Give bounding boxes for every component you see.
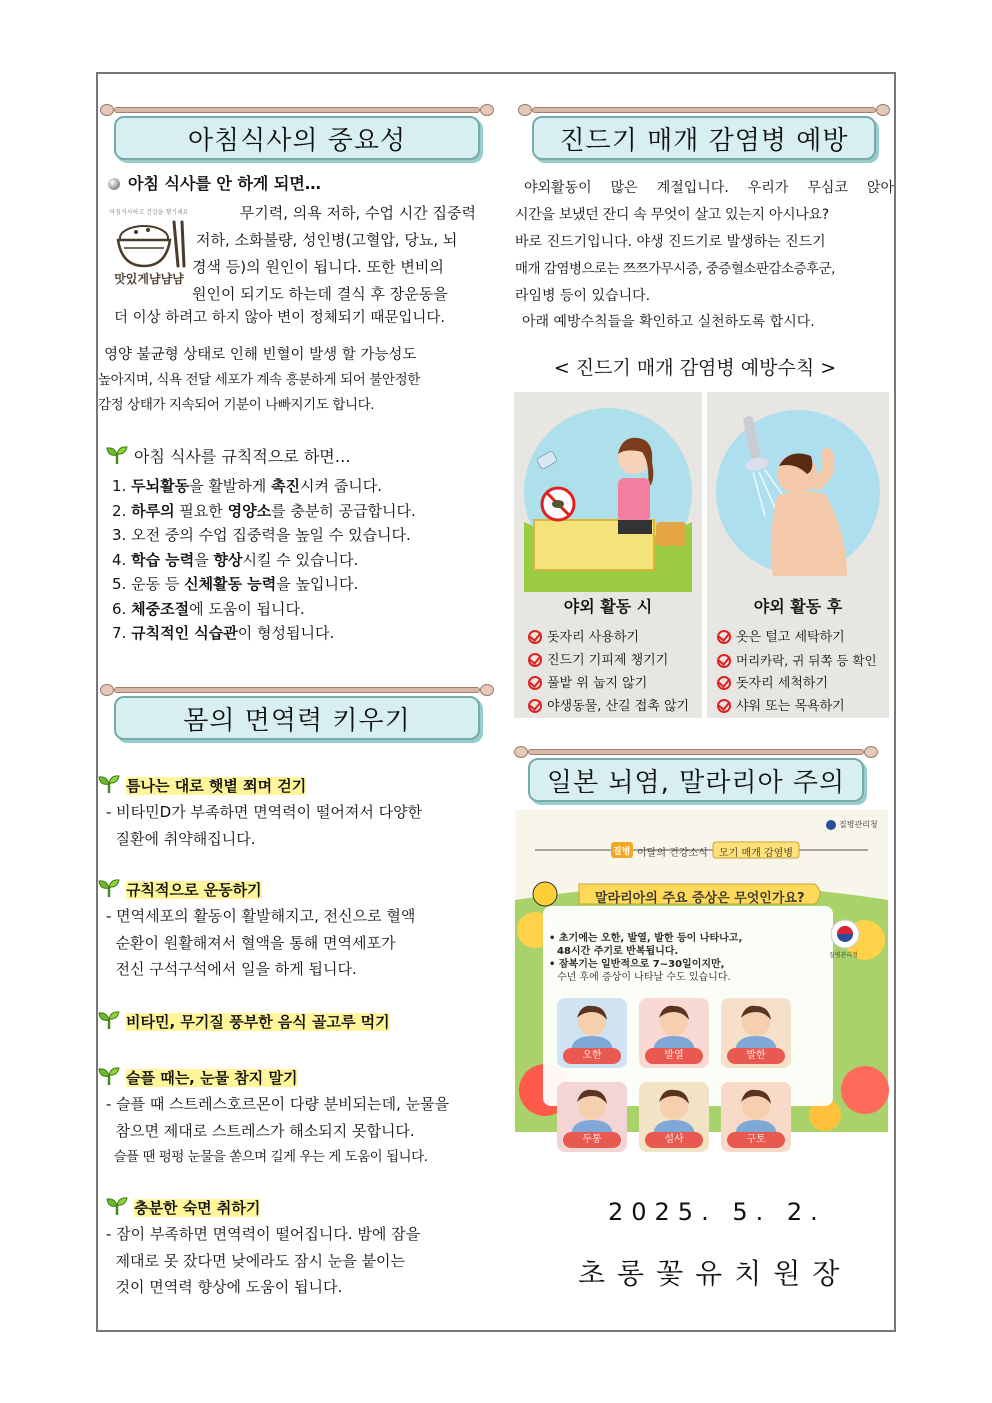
panel1-item: 야생동물, 산길 접촉 않기 (528, 695, 689, 718)
sprout-icon (98, 774, 120, 794)
sprout-icon (106, 445, 128, 465)
immunity-item-line: 참으면 제대로 스트레스가 해소되지 못합니다. (106, 1121, 415, 1140)
list-b2: 향상 (213, 550, 243, 569)
list-mid: 필요한 (174, 501, 228, 520)
symptom-card (557, 1082, 627, 1152)
list-pre: 오전 중의 수업 집중력을 높일 수 있습니다. (131, 526, 411, 544)
tick-banner (518, 104, 890, 160)
breakfast-p2-line2: 높아지며, 식욕 전달 세포가 계속 흥분하게 되어 불안정한 (98, 372, 420, 388)
breakfast-p2-line3: 감정 상태가 지속되어 기분이 나빠지기도 합니다. (98, 397, 375, 413)
signature: 초롱꽃유치원장 (578, 1257, 852, 1290)
list-post: 을 높입니다. (276, 575, 359, 593)
immunity-item-line: - 면역세포의 활동이 활발해지고, 전신으로 혈액 (106, 907, 416, 925)
immunity-item-heading (98, 1010, 390, 1035)
issue-date: 2025. 5. 2. (608, 1198, 826, 1226)
list-mid: 을 (194, 550, 214, 569)
immunity-item-line: 질환에 취약해집니다. (106, 829, 256, 848)
panel2-item: 옷은 털고 세탁하기 (717, 626, 877, 649)
breakfast-p1-line4: 원인이 되기도 하는데 결식 후 장운동을 (192, 285, 448, 303)
list-b1: 체중조절 (131, 599, 190, 618)
symptom-label: 두통 (563, 1132, 621, 1148)
breakfast-list-item (112, 597, 305, 622)
tick-p-line6: 아래 예방수칙들을 확인하고 실천하도록 합시다. (522, 314, 815, 330)
immunity-item-heading (98, 878, 262, 903)
tick-rules-title: < 진드기 매개 감염병 예방수칙 > (553, 357, 837, 379)
symptom-label: 오한 (563, 1048, 621, 1064)
panel2-item: 머리카락, 귀 뒤쪽 등 확인 (717, 649, 877, 672)
list-post: 시킬 수 있습니다. (242, 550, 359, 569)
breakfast-p1-line3: 경색 등)의 원인이 됩니다. 또한 변비의 (192, 258, 444, 276)
poster-seal-label: 질병관리청 (829, 952, 858, 959)
symptom-person-icon (557, 998, 627, 1050)
immunity-item-line: - 비타민D가 부족하면 면역력이 떨어져서 다양한 (106, 803, 423, 821)
symptom-label: 발한 (727, 1048, 785, 1064)
breakfast-p2-line1: 영양 불균형 상태로 인해 빈혈이 발생 할 가능성도 (104, 347, 417, 363)
panel1-list (528, 626, 689, 718)
immunity-banner (100, 684, 494, 740)
svg-text:아침식사하고 건강을 챙기세요: 아침식사하고 건강을 챙기세요 (109, 209, 189, 216)
malaria-poster (515, 810, 888, 1145)
poster-question: 말라리아의 주요 증상은 무엇인가요? (595, 891, 805, 906)
check-icon (528, 699, 542, 713)
malaria-title: 일본 뇌염, 말라리아 주의 (528, 758, 864, 802)
breakfast-list-item (112, 499, 416, 524)
panel2-list (717, 626, 877, 718)
immunity-heading-text: 규칙적으로 운동하기 (126, 881, 262, 899)
symptom-person-icon (639, 998, 709, 1050)
list-n: 7. (112, 624, 127, 642)
list-mid: 을 활발하게 (189, 477, 272, 495)
list-n: 6. (112, 599, 127, 618)
list-n: 2. (112, 501, 127, 520)
list-b1: 학습 능력 (131, 550, 195, 569)
panel1-item: 풀밭 위 눕지 않기 (528, 672, 689, 695)
symptom-label: 구토 (727, 1132, 785, 1148)
panel1-item: 진드기 기피제 챙기기 (528, 649, 689, 672)
panel2-item: 돗자리 세척하기 (717, 672, 877, 695)
sprout-icon (98, 1066, 120, 1086)
tick-p-line2: 시간을 보냈던 잔디 속 무엇이 살고 있는지 아시나요? (515, 207, 829, 223)
list-post: 시켜 줍니다. (300, 477, 383, 495)
tick-p-line1: 야외활동이 많은 계절입니다. 우리가 무심코 앉아 (524, 180, 894, 196)
list-n: 3. (112, 526, 127, 544)
symptom-person-icon (639, 1082, 709, 1134)
immunity-item-line: - 슬플 때 스트레스호르몬이 다량 분비되는데, 눈물을 (106, 1095, 450, 1113)
breakfast-p1-line2: 저하, 소화불량, 성인병(고혈압, 당뇨, 뇌 (196, 231, 458, 249)
tick-panel-after (707, 392, 889, 718)
immunity-item-line: 슬플 땐 펑펑 눈물을 쏟으며 길게 우는 게 도움이 됩니다. (106, 1149, 428, 1165)
breakfast-sub2: 아침 식사를 규칙적으로 하면… (106, 445, 351, 470)
immunity-item-heading (98, 774, 306, 799)
symptom-person-icon (721, 1082, 791, 1134)
immunity-item-heading (98, 1066, 298, 1091)
panel2-heading: 야외 활동 후 (753, 597, 843, 616)
poster-tag1: 질병 (613, 847, 631, 857)
breakfast-p1-last: 더 이상 하려고 하지 않아 변이 정체되기 때문입니다. (114, 310, 446, 326)
logo-text: 맛있게냠냠냠 (114, 272, 184, 286)
symptom-card (639, 998, 709, 1068)
list-n: 1. (112, 477, 127, 495)
rice-bowl-logo (104, 204, 194, 288)
poster-agency: 질병관리청 (839, 820, 878, 829)
check-icon (717, 630, 731, 644)
breakfast-title: 아침식사의 중요성 (114, 116, 480, 160)
list-b1: 신체활동 능력 (184, 575, 277, 593)
list-n: 5. (112, 575, 127, 593)
panel1-item: 돗자리 사용하기 (528, 626, 689, 649)
list-post: 이 형성됩니다. (237, 624, 335, 642)
check-icon (528, 653, 542, 667)
list-b1: 두뇌활동 (131, 477, 190, 495)
symptom-person-icon (721, 998, 791, 1050)
list-b2: 촉진 (271, 477, 301, 495)
check-icon (528, 676, 542, 690)
sprout-icon (98, 878, 120, 898)
sprout-icon (98, 1010, 120, 1030)
check-icon (717, 699, 731, 713)
immunity-item-line: - 잠이 부족하면 면역력이 떨어집니다. 밤에 잠을 (106, 1225, 421, 1243)
check-icon (528, 630, 542, 644)
immunity-heading-text: 슬플 때는, 눈물 참지 말기 (126, 1069, 298, 1087)
list-pre: 운동 등 (131, 575, 185, 593)
breakfast-sub1: 아침 식사를 안 하게 되면… (108, 172, 321, 197)
list-b1: 하루의 (131, 501, 175, 520)
symptom-card (721, 998, 791, 1068)
tick-panel-outdoor (514, 392, 702, 718)
symptom-person-icon (557, 1082, 627, 1134)
immunity-item-heading (106, 1196, 260, 1221)
immunity-item-line: 전신 구석구석에서 일을 하게 됩니다. (106, 960, 357, 978)
immunity-item-line: 제대로 못 잤다면 낮에라도 잠시 눈을 붙이는 (106, 1251, 405, 1270)
breakfast-list-item (112, 548, 358, 573)
tick-p-line3: 바로 진드기입니다. 야생 진드기로 발생하는 진드기 (515, 234, 826, 250)
symptom-card (639, 1082, 709, 1152)
tick-p-line5: 라임병 등이 있습니다. (515, 288, 651, 304)
malaria-banner (514, 746, 878, 802)
list-b1: 규칙적인 식습관 (131, 624, 238, 642)
breakfast-list-item (112, 474, 382, 499)
immunity-title: 몸의 면역력 키우기 (114, 696, 480, 740)
list-post: 에 도움이 됩니다. (189, 599, 305, 618)
panel1-heading: 야외 활동 시 (563, 597, 653, 616)
tick-title: 진드기 매개 감염병 예방 (532, 116, 876, 160)
breakfast-list-item (112, 621, 334, 646)
check-icon (717, 654, 731, 668)
breakfast-list-item (112, 572, 358, 597)
immunity-heading-text: 틈나는 대로 햇볕 쬐며 걷기 (126, 777, 307, 795)
symptom-card (557, 998, 627, 1068)
breakfast-p1-line1: 무기력, 의욕 저하, 수업 시간 집중력 (239, 204, 476, 222)
immunity-item-line: 순환이 원활해져서 혈액을 통해 면역세포가 (106, 933, 396, 952)
immunity-item-line: 것이 면역력 향상에 도움이 됩니다. (106, 1278, 343, 1296)
panel2-item: 샤워 또는 목욕하기 (717, 695, 877, 718)
list-b2: 영양소 (227, 501, 272, 520)
immunity-heading-text: 비타민, 무기질 풍부한 음식 골고루 먹기 (126, 1013, 390, 1031)
breakfast-banner (100, 104, 494, 160)
sprout-icon (106, 1196, 128, 1216)
breakfast-list-item (112, 523, 411, 548)
list-post: 를 충분히 공급합니다. (271, 501, 416, 520)
symptom-label: 설사 (645, 1132, 703, 1148)
immunity-heading-text: 충분한 숙면 취하기 (134, 1199, 261, 1217)
tick-p-line4: 매개 감염병으로는 쯔쯔가무시증, 중증혈소판감소증후군, (515, 261, 835, 277)
gray-bullet-icon (108, 178, 120, 190)
symptom-card (721, 1082, 791, 1152)
symptom-label: 발열 (645, 1048, 703, 1064)
check-icon (717, 676, 731, 690)
poster-bullets: • 초기에는 오한, 발열, 발한 등이 나타나고, 48시간 주기로 반복됩니다. • 잠복기는 일반적으로 7~30일이지만, 수년 후에 증상이 나타날 수도 있습니다. (549, 933, 743, 983)
poster-tag2: 이달의 건강소식 (637, 848, 708, 859)
list-n: 4. (112, 550, 127, 569)
poster-tag3: 모기 매개 감염병 (719, 848, 793, 859)
